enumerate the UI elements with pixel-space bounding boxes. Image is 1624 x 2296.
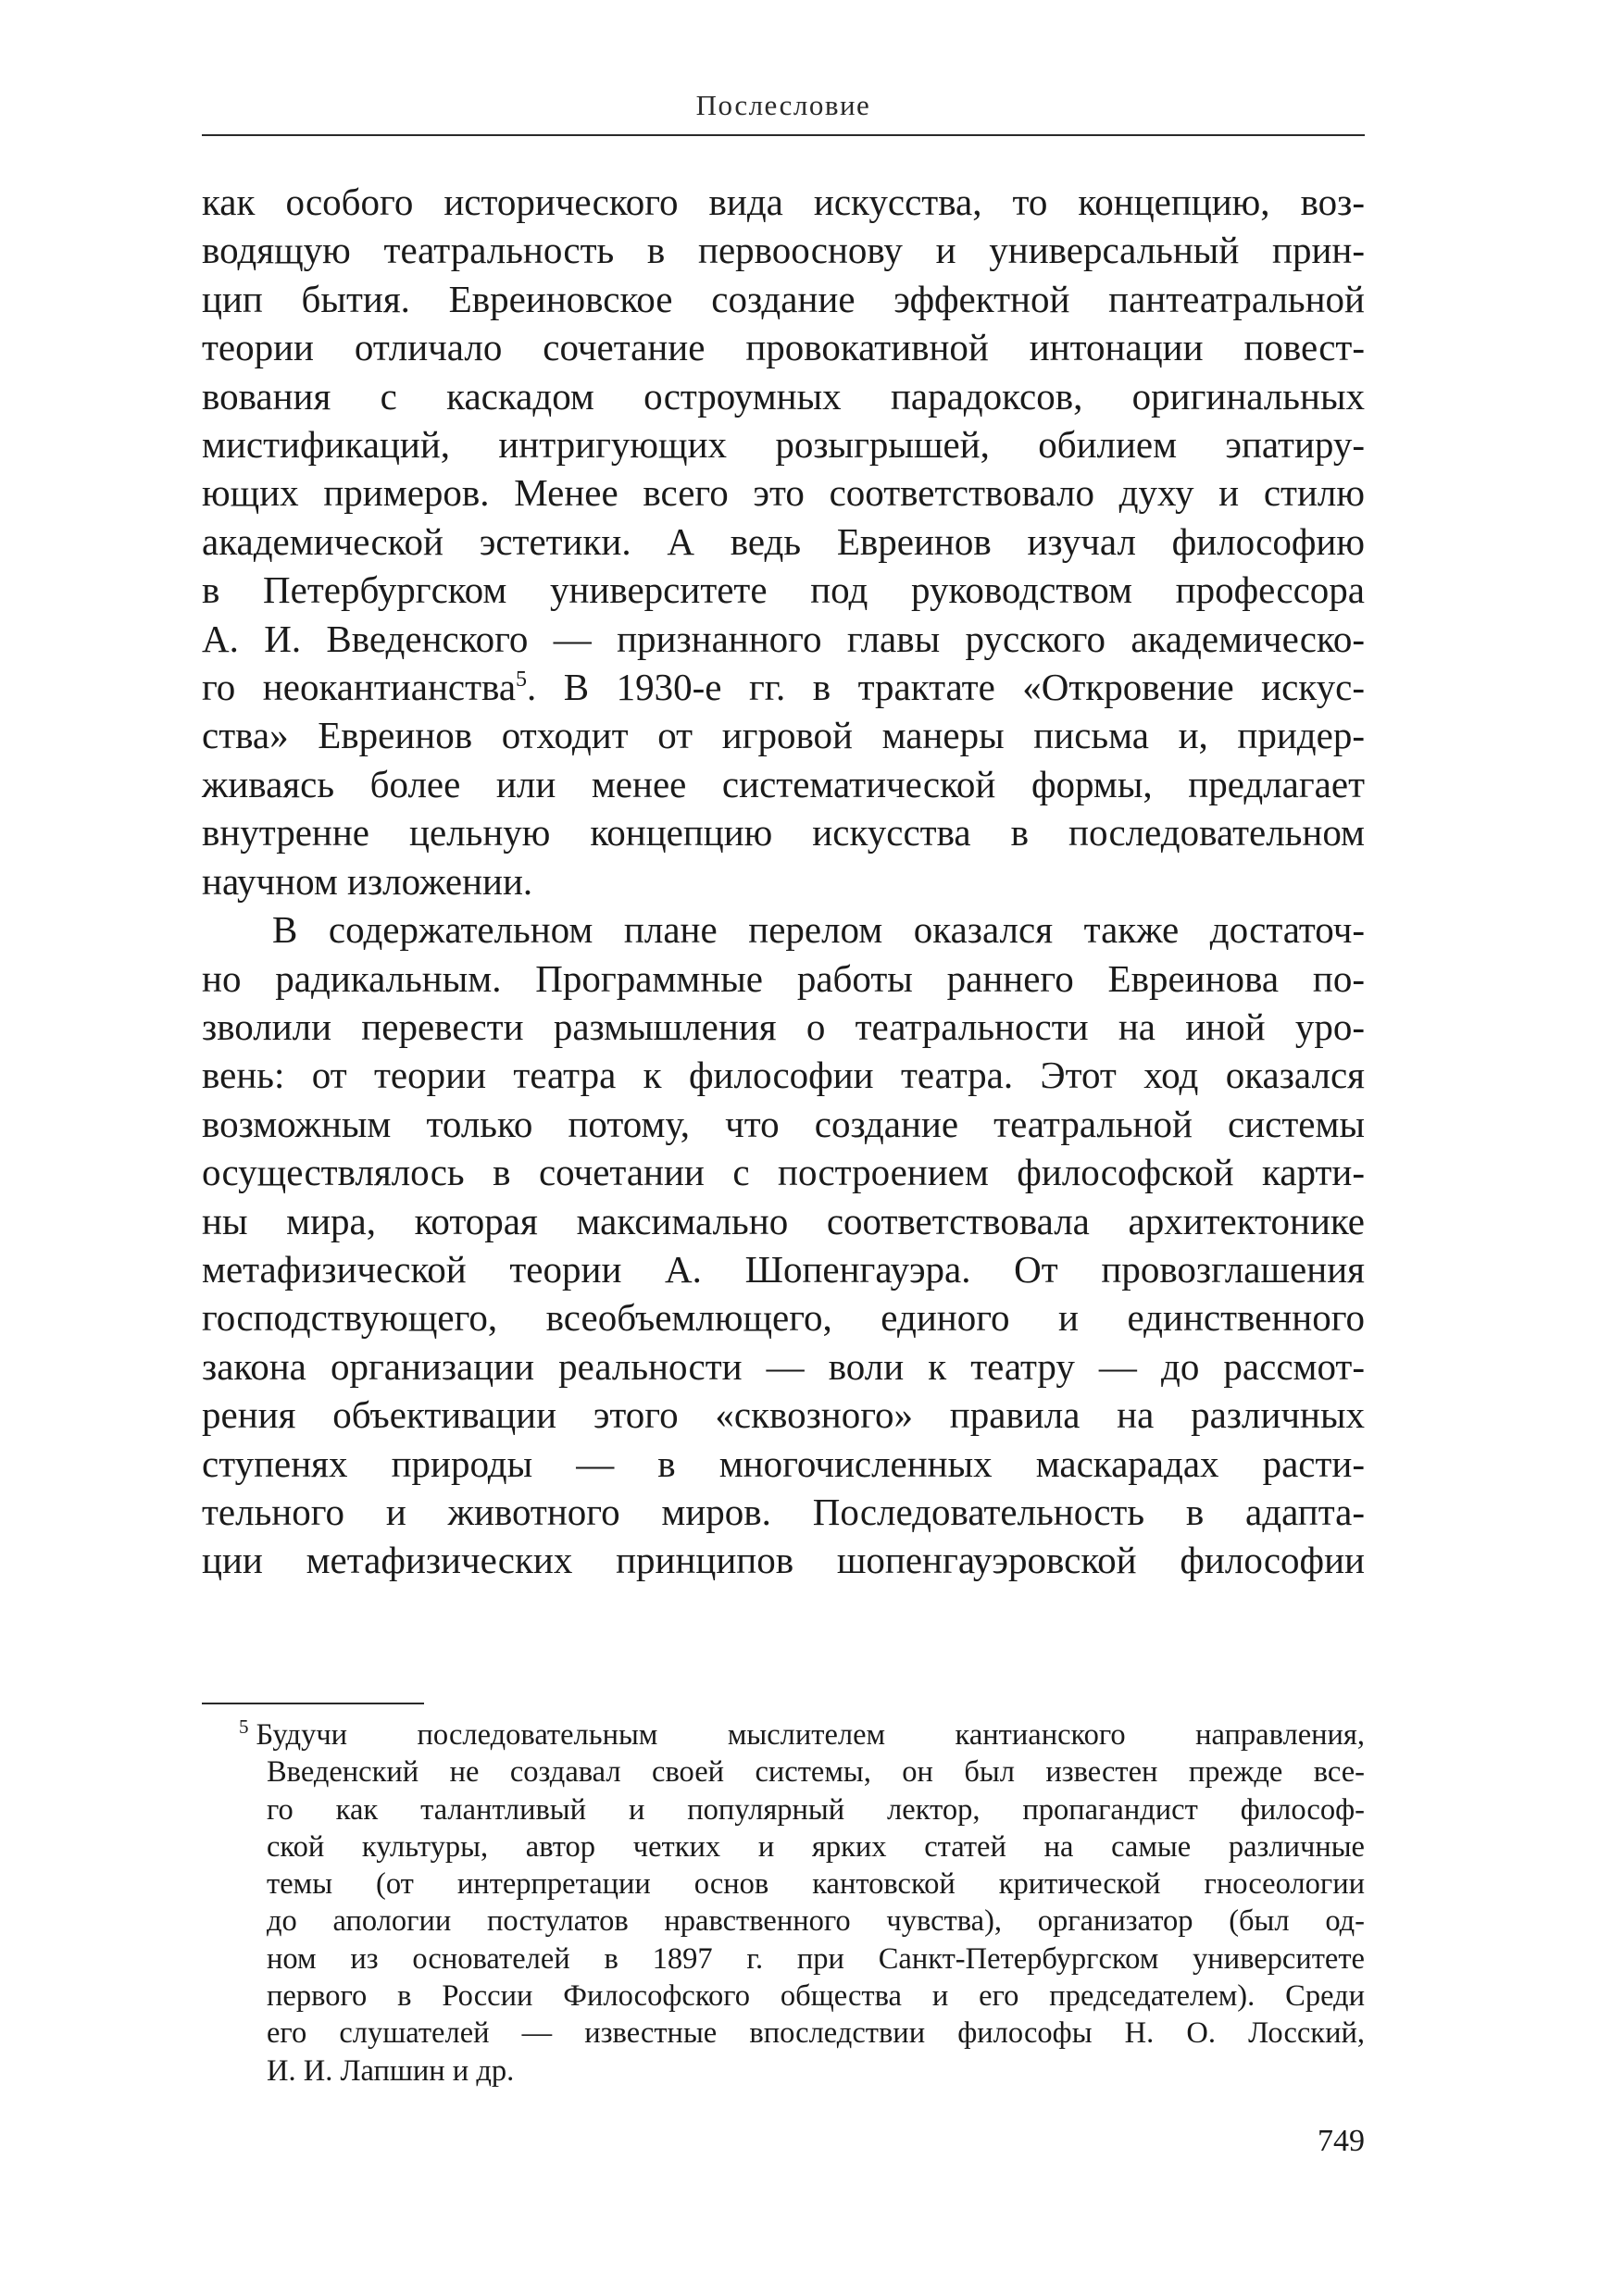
text-line: вования с каскадом остроумных парадоксов, оригинальных [202,374,1365,418]
footnote-line: го как талантливый и популярный лектор, пропагандист философ- [267,1792,1365,1827]
footnote-separator [202,1703,424,1704]
text-line: ступенях природы — в многочисленных маскарадах расти- [202,1441,1365,1485]
text-line: рения объективации этого «сквозного» правила на различных [202,1393,1365,1437]
text-line: тельного и животного миров. Последовательность в адапта- [202,1490,1365,1533]
footnote-line: до апологии постулатов нравственного чувства), организатор (был од- [267,1904,1365,1939]
text-line: мистификаций, интригующих розыгрышей, обилием эпатиру- [202,423,1365,467]
text-line: ства» Евреинов отходит от игровой манеры письма и, придер- [202,714,1365,757]
text-line: цип бытия. Евреиновское создание эффектной пантеатральной [202,277,1365,320]
footnote-text: Будучи последовательным мыслителем кантианского направления, [256,1718,1365,1752]
footnote-first-line [239,1716,1365,1753]
footnote-reference[interactable]: 5 [516,668,528,693]
text-fragment: го неокантианства [202,666,517,709]
main-text [202,178,1365,1585]
footnote-line: ской культуры, автор четких и ярких статей на самые различные [267,1829,1365,1864]
text-line: научном изложении. [202,859,533,903]
text-line: зволили перевести размышления о театральности на иной уро- [202,1004,1365,1048]
text-line: в Петербургском университете под руководством профессора [202,568,1365,612]
text-fragment: . В 1930-е гг. в трактате «Откровение искус- [527,666,1365,709]
text-line: теории отличало сочетание провокативной интонации повест- [202,326,1365,369]
footnote-line: ном из основателей в 1897 г. при Санкт-Петербургском университете [267,1941,1365,1976]
text-line: господствующего, всеобъемлющего, единого и единственного [202,1296,1365,1340]
page-number: 749 [1318,2124,1365,2158]
text-line: водящую театральность в первооснову и универсальный прин- [202,229,1365,272]
text-line: вень: от теории театра к философии театра. Этот ход оказался [202,1054,1365,1097]
footnote-line: темы (от интерпретации основ кантовской критической гносеологии [267,1867,1365,1902]
footnote-line: его слушателей — известные впоследствии философы Н. О. Лосский, [267,2016,1365,2051]
text-line: закона организации реальности — воли к театру — до рассмот- [202,1344,1365,1388]
text-line: А. И. Введенского — признанного главы русского академическо- [202,617,1365,660]
footnote-line: Введенский не создавал своей системы, он был известен прежде все- [267,1755,1365,1790]
text-line: осуществлялось в сочетании с построением философской карти- [202,1151,1365,1194]
text-line: но радикальным. Программные работы раннего Евреинова по- [202,956,1365,1000]
text-line: ны мира, которая максимально соответствовала архитектонике [202,1199,1365,1242]
text-line-with-footnote-ref [202,663,1365,711]
header-rule [202,134,1365,136]
footnote-line: первого в России Философского общества и его председателем). Среди [267,1979,1365,2014]
text-line: ющих примеров. Менее всего это соответствовало духу и стилю [202,471,1365,515]
text-line: академической эстетики. А ведь Евреинов изучал философию [202,519,1365,563]
paragraph-first-line: В содержательном плане перелом оказался также достаточ- [272,908,1365,952]
footnote [239,1716,1365,2090]
text-line: живаясь более или менее систематической формы, предлагает [202,762,1365,805]
text-line: возможным только потому, что создание театральной системы [202,1102,1365,1145]
text-line: ции метафизических принципов шопенгауэровской философии [202,1539,1365,1582]
running-head: Послесловие [695,89,871,121]
footnote-line: И. И. Лапшин и др. [267,2053,515,2088]
text-line: метафизической теории А. Шопенгауэра. От провозглашения [202,1247,1365,1291]
text-line: как особого исторического вида искусства, то концепцию, воз- [202,181,1365,223]
footnote-mark: 5 [239,1716,249,1738]
text-line: внутренне цельную концепцию искусства в последовательном [202,811,1365,855]
